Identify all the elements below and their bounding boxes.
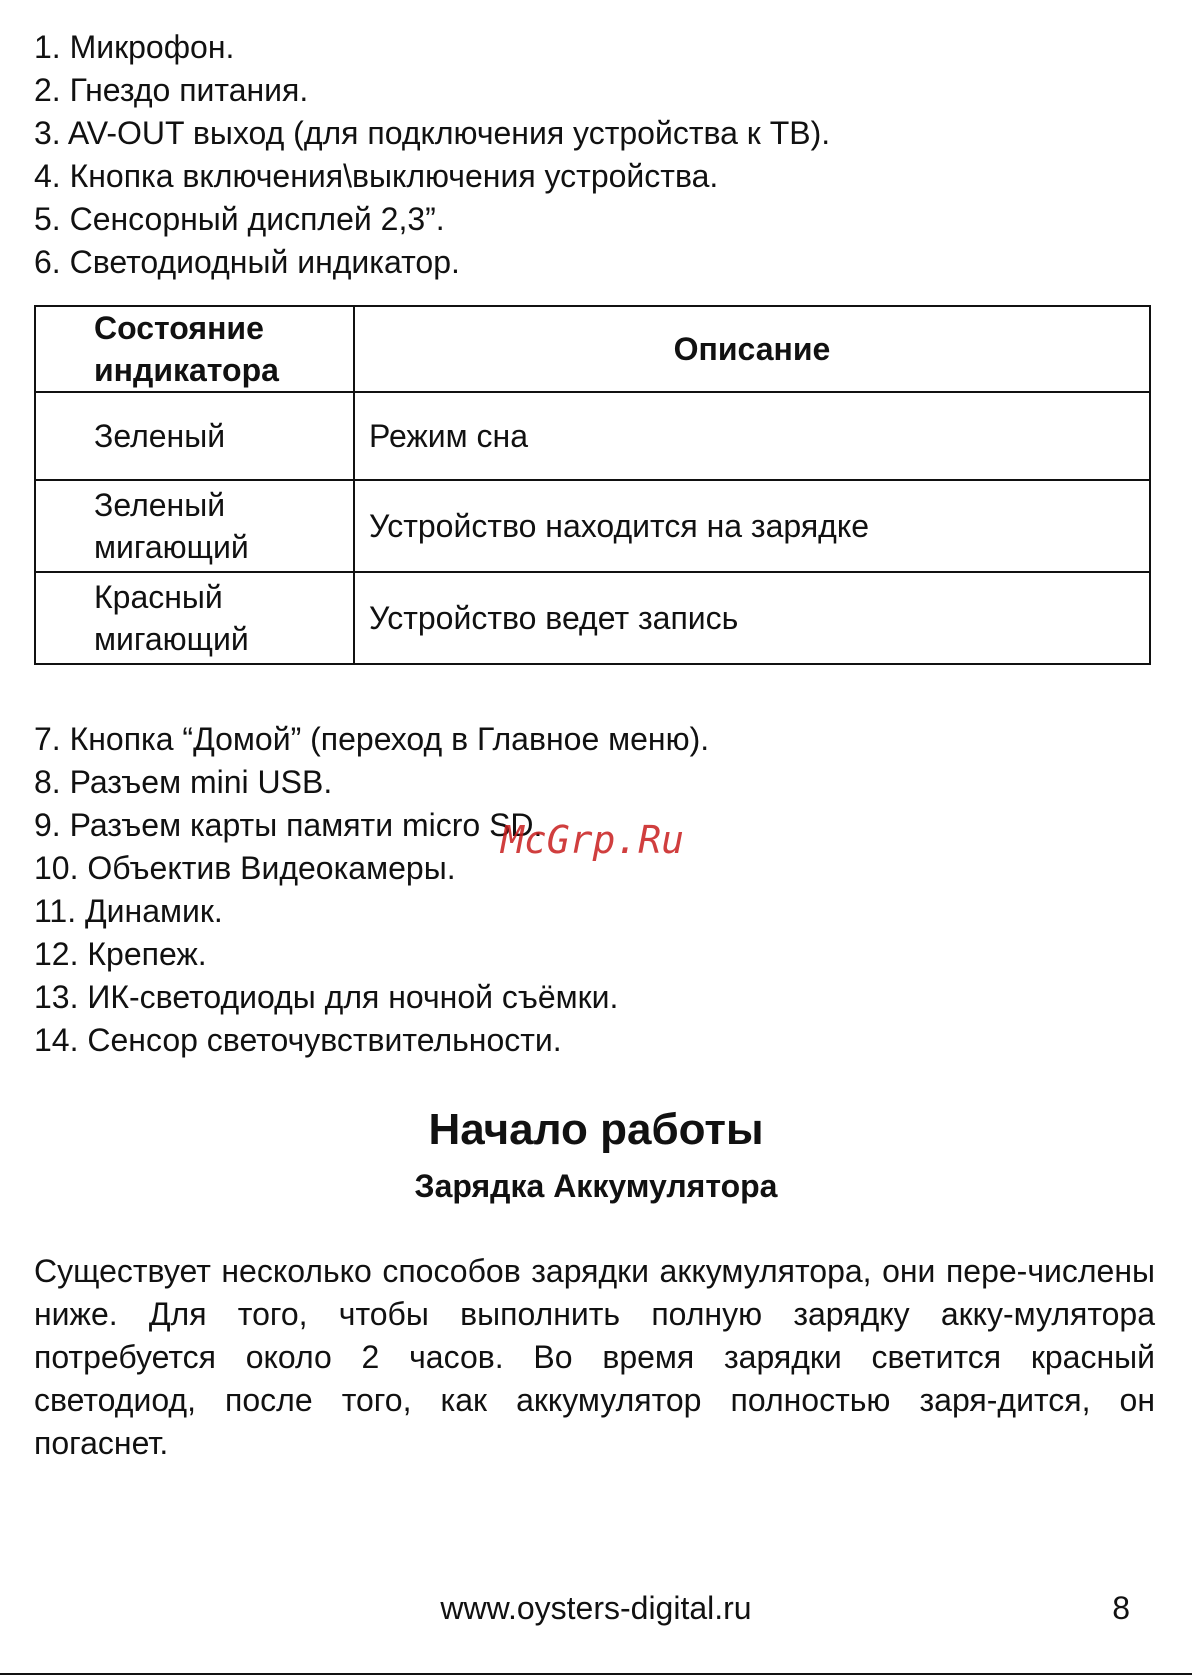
- bottom-divider: [0, 1673, 1192, 1675]
- indicator-table: [34, 305, 1151, 665]
- components-list-top: [34, 26, 830, 284]
- list-item: 2. Гнездо питания.: [34, 72, 309, 108]
- list-item: 11. Динамик.: [34, 893, 223, 929]
- list-item: 7. Кнопка “Домой” (переход в Главное меню).: [34, 721, 710, 757]
- cell-description: Устройство ведет запись: [354, 572, 1150, 664]
- cell-description: Режим сна: [354, 392, 1150, 480]
- watermark: McGrp.Ru: [501, 818, 685, 862]
- cell-state: Зеленый мигающий: [35, 480, 354, 572]
- cell-description: Устройство находится на зарядке: [354, 480, 1150, 572]
- table-row: [35, 572, 1150, 664]
- table-row: [35, 480, 1150, 572]
- cell-state: Красный мигающий: [35, 572, 354, 664]
- page-number: 8: [1112, 1590, 1130, 1626]
- list-item: 3. AV-OUT выход (для подключения устройства к ТВ).: [34, 115, 831, 151]
- header-state: Состояние индикатора: [35, 306, 354, 392]
- list-item: 14. Сенсор светочувствительности.: [34, 1022, 562, 1058]
- list-item: 13. ИК-светодиоды для ночной съёмки.: [34, 979, 619, 1015]
- section-subtitle: Зарядка Аккумулятора: [414, 1168, 778, 1204]
- footer-url: www.oysters-digital.ru: [440, 1590, 752, 1626]
- list-item: 12. Крепеж.: [34, 936, 207, 972]
- list-item: 6. Светодиодный индикатор.: [34, 244, 460, 280]
- list-item: 5. Сенсорный дисплей 2,3”.: [34, 201, 445, 237]
- table-header-row: [35, 306, 1150, 392]
- cell-state: Зеленый: [35, 392, 354, 480]
- list-item: 1. Микрофон.: [34, 29, 235, 65]
- section-title: Начало работы: [428, 1105, 764, 1154]
- components-list-bottom: [34, 718, 709, 1062]
- table-row: [35, 392, 1150, 480]
- header-description: Описание: [354, 306, 1150, 392]
- list-item: 10. Объектив Видеокамеры.: [34, 850, 456, 886]
- body-paragraph: Существует несколько способов зарядки аккумулятора, они пере-числены ниже. Для того, чтобы выполнить полную зарядку акку-мулятора потребуется около 2 часов. Во время зарядки светится красный светодиод, после того, как аккумулятор полностью заря-дится, он погаснет.: [34, 1253, 1155, 1461]
- list-item: 8. Разъем mini USB.: [34, 764, 333, 800]
- list-item: 9. Разъем карты памяти micro SD.: [34, 807, 543, 843]
- list-item: 4. Кнопка включения\выключения устройства.: [34, 158, 719, 194]
